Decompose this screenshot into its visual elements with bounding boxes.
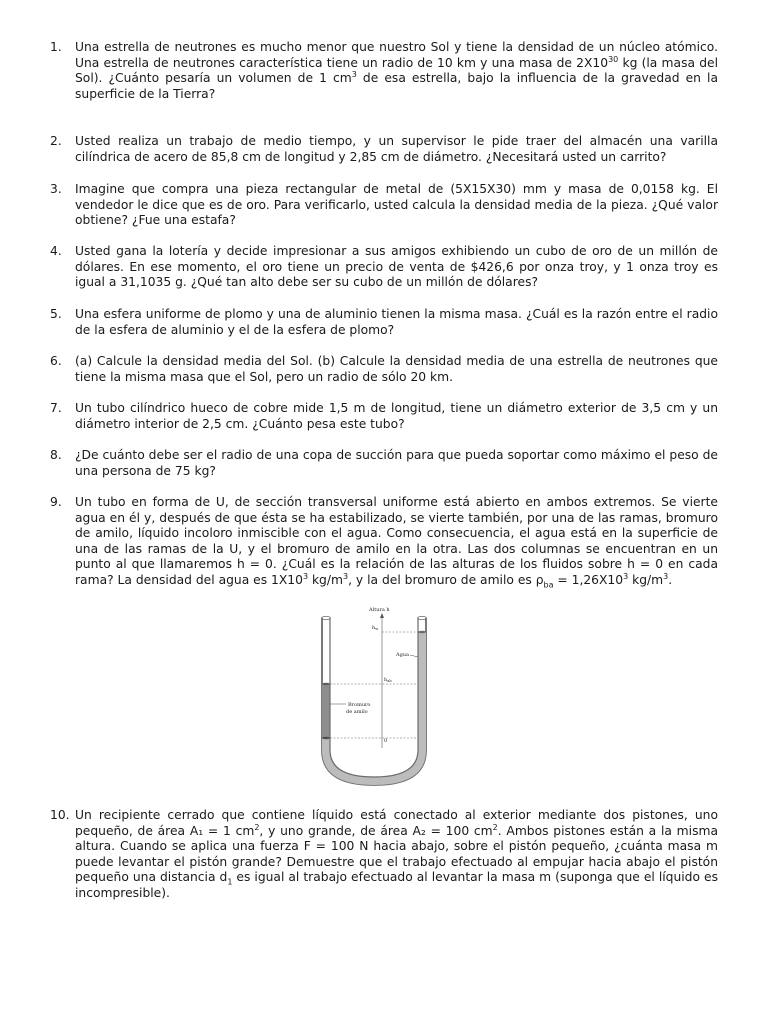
problem-1 [50,40,718,102]
axis-label: Altura h [369,607,390,613]
water-pointer [410,655,418,657]
problem-5 [50,307,718,338]
problem-text: ¿De cuánto debe ser el radio de una copa de succión para que pueda soportar como máximo el peso de una persona de 75 kg? [75,448,718,478]
bromide-label-line2: de amilo [346,709,368,715]
bromide-fill [322,684,330,738]
problem-9 [50,495,718,589]
problem-text: Usted realiza un trabajo de medio tiempo, y un supervisor le pide traer del almacén una varilla cilíndrica de acero de 85,8 cm de longitud y 2,85 cm de diámetro. ¿Necesitará usted un carrito? [75,134,718,164]
water-label: Agua [396,652,410,658]
problem-3 [50,182,718,229]
problem-number: 2. [50,134,62,148]
problem-4 [50,244,718,291]
bromide-label-line1: Bromuro [348,702,371,708]
h-w-label: $h_w$ [372,625,379,631]
problem-text: Usted gana la lotería y decide impresionar a sus amigos exhibiendo un cubo de oro de un millón de dólares. En ese momento, el oro tiene un precio de venta de $426,6 por onza troy, y 1 onza troy es igual a 31,1035 g. ¿Qué tan alto debe ser su cubo de un millón de dólares? [75,244,718,290]
problem-2 [50,134,718,165]
problem-number: 7. [50,401,62,415]
problem-text: Una estrella de neutrones es mucho menor que nuestro Sol y tiene la densidad de un núcleo atómico. Una estrella de neutrones característica tiene un radio de 10 km y una masa de $2X10^{30}$ kg (la masa del Sol). ¿Cuánto pesaría un volumen de 1 $cm^3$ de esa estrella, bajo la influencia de la gravedad en la superficie de la Tierra? [75,40,718,101]
interface-surface [322,737,330,740]
problem-text: Un tubo cilíndrico hueco de cobre mide 1,5 m de longitud, tiene un diámetro exterior de 3,5 cm y un diámetro interior de 2,5 cm. ¿Cuánto pesa este tubo? [75,401,718,431]
problem-number: 5. [50,307,62,321]
axis-arrow [380,613,384,618]
problem-number: 6. [50,354,62,368]
problem-number: 8. [50,448,62,462]
problem-number: 9. [50,495,62,509]
water-surface [418,631,426,634]
h-ab-label: $h_{ab}$ [384,677,392,683]
u-tube-inner-wall [330,618,418,777]
problem-text: Un tubo en forma de U, de sección transversal uniforme está abierto en ambos extremos. Se vierte agua en él y, después de que ésta se ha estabilizado, se vierte también, por una de las ramas, bromuro de amilo, líquido incoloro inmiscible con el agua. Como consecuencia, el agua está en la superficie de una de las ramas de la U, y el bromuro de amilo en la otra. Las dos columnas se encuentran en un punto al que llamaremos h = 0. ¿Cuál es la relación de las alturas de los fluidos sobre h = 0 en cada rama? La densidad del agua es $1X10^3$ $kg/m^3$, y la del bromuro de amilo es $\rho_{ba} = 1,26X10^3$ $kg/m^3$. [75,495,718,590]
problem-6 [50,354,718,385]
problem-10 [50,808,718,902]
problem-7 [50,401,718,432]
u-tube-outer-wall [322,618,426,785]
problem-number: 1. [50,40,62,54]
u-tube-figure [312,600,432,790]
problem-number: 4. [50,244,62,258]
bromide-surface [322,683,330,686]
problem-text: Imagine que compra una pieza rectangular de metal de (5X15X30) mm y masa de 0,0158 kg. El vendedor le dice que es de oro. Para verificarlo, usted calcula la densidad media de la pieza. ¿Qué valor obtiene? ¿Fue una estafa? [75,182,718,228]
problem-text: Un recipiente cerrado que contiene líquido está conectado al exterior mediante dos pistones, uno pequeño, de área A₁ = 1 $cm^2$, y uno grande, de área A₂ = 100 $cm^2$. Ambos pistones están a la misma altura. Cuando se aplica una fuerza F = 100 N hacia abajo, sobre el pistón pequeño, ¿cuánta masa m puede levantar el pistón grande? Demuestre que el trabajo efectuado al empujar hacia abajo el pistón pequeño una distancia $d_1$ es igual al trabajo efectuado al levantar la masa m (suponga que el líquido es incompresible). [75,808,718,900]
zero-label: 0 [384,738,388,744]
problem-text: Una esfera uniforme de plomo y una de aluminio tienen la misma masa. ¿Cuál es la razón entre el radio de la esfera de aluminio y el de la esfera de plomo? [75,307,718,337]
problem-text: (a) Calcule la densidad media del Sol. (b) Calcule la densidad media de una estrella de neutrones que tiene la misma masa que el Sol, pero un radio de sólo 20 km. [75,354,718,384]
problem-8 [50,448,718,479]
u-tube-diagram [312,600,432,790]
problem-number: 3. [50,182,62,196]
problem-number: 10. [50,808,70,822]
